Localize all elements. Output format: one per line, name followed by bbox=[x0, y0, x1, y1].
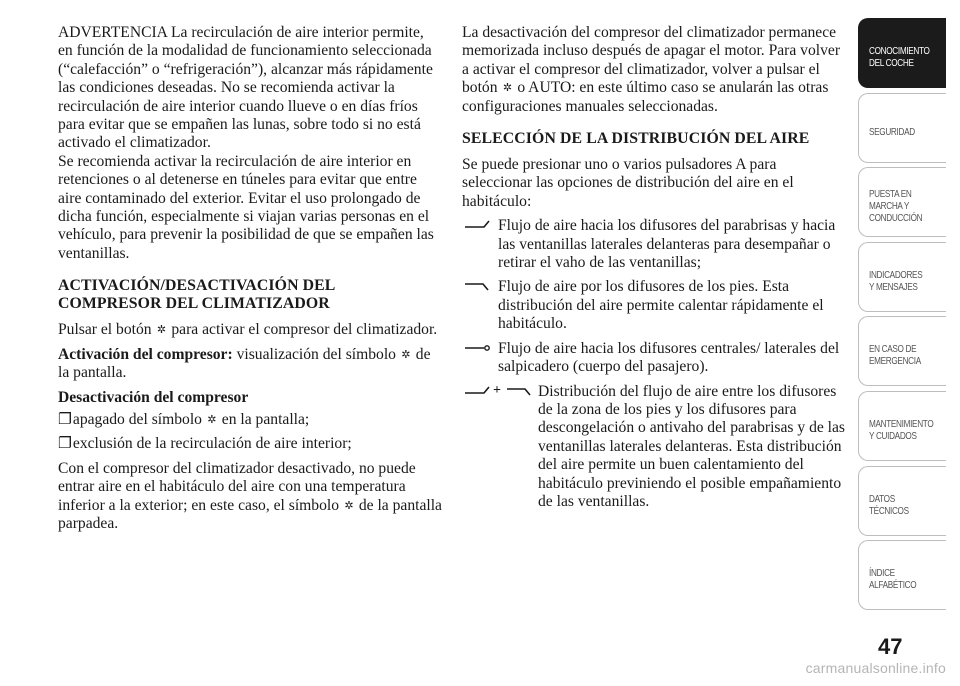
intro-paragraph: La desactivación del compresor del climatizador permanece memorizada incluso después de apagar el motor. Para volver a activar el compresor del climatizador, volver a pulsar el botón ✲ o AUTO: en este último caso se anularán las otras configuraciones manuales seleccionadas. bbox=[462, 24, 841, 115]
tab-indicadores[interactable]: INDICADORES Y MENSAJES bbox=[858, 242, 946, 312]
tab-emergencia[interactable]: EN CASO DE EMERGENCIA bbox=[858, 316, 946, 386]
snowflake-ac-icon: ✲ bbox=[207, 413, 217, 426]
press-button-paragraph: Pulsar el botón ✲ para activar el compresor del climatizador. bbox=[58, 321, 438, 339]
section-heading-distribution: SELECCIÓN DE LA DISTRIBUCIÓN DEL AIRE bbox=[462, 130, 810, 148]
warning-text-2: Se recomienda activar la recirculación de aire interior en retenciones o al detenerse en túneles para evitar que entre aire contaminado del exterior. Evitar el uso prolongado de dicha función, especialmente si viajan varias personas en el vehículo, para prevenir la posibilidad de que se empañen las ventanillas. bbox=[58, 152, 434, 262]
feet-flow-icon bbox=[506, 386, 532, 396]
flow-item-feet: Flujo de aire por los difusores de los pies. Esta distribución del aire permite calentar rápidamente el habitáculo. bbox=[462, 278, 846, 333]
snowflake-ac-icon: ✲ bbox=[156, 324, 167, 337]
page-number: 47 bbox=[878, 634, 903, 659]
tab-mantenimiento[interactable]: MANTENIMIENTO Y CUIDADOS bbox=[858, 391, 946, 461]
flow-item-windshield: Flujo de aire hacia los difusores del parabrisas y hacia las ventanillas laterales delanteras para desempañar o retirar el vaho de las ventanillas; bbox=[462, 217, 846, 272]
snowflake-ac-icon: ✲ bbox=[401, 348, 411, 361]
plus-icon: + bbox=[493, 382, 501, 398]
chapter-sidebar bbox=[858, 18, 946, 615]
windshield-flow-icon bbox=[464, 386, 490, 396]
tab-conocimiento[interactable]: CONOCIMIENTO DEL COCHE bbox=[858, 18, 946, 88]
feet-flow-icon bbox=[464, 281, 490, 291]
tab-seguridad[interactable]: SEGURIDAD bbox=[858, 93, 946, 163]
windshield-flow-icon bbox=[464, 220, 490, 230]
activation-paragraph: Activación del compresor: visualización del símbolo ✲ de la pantalla. bbox=[58, 345, 431, 382]
tab-puesta-en-marcha[interactable]: PUESTA EN MARCHA Y CONDUCCIÓN bbox=[858, 167, 946, 237]
distribution-lead: Se puede presionar uno o varios pulsadores A para seleccionar las opciones de distribución del aire en el habitáculo: bbox=[462, 156, 794, 210]
snowflake-ac-icon: ✲ bbox=[502, 82, 513, 95]
list-item: ❐ exclusión de la recirculación de aire interior; bbox=[58, 435, 352, 453]
flow-item-dashboard: Flujo de aire hacia los difusores centrales/ laterales del salpicadero (cuerpo del pasajero). bbox=[462, 340, 846, 377]
list-item: ❐ apagado del símbolo ✲ en la pantalla; bbox=[58, 410, 310, 428]
checkbox-bullet-icon: ❐ bbox=[58, 435, 72, 453]
final-paragraph: Con el compresor del climatizador desactivado, no puede entrar aire en el habitáculo del aire con una temperatura inferior a la exterior; en este caso, el símbolo ✲ de la pantalla parpadea. bbox=[58, 459, 442, 532]
deactivation-label: Desactivación del compresor bbox=[58, 388, 249, 406]
tab-indice[interactable]: ÍNDICE ALFABÉTICO bbox=[858, 540, 946, 610]
dashboard-flow-icon bbox=[464, 343, 490, 353]
checkbox-bullet-icon: ❐ bbox=[58, 410, 72, 428]
flow-item-combined: + Distribución del flujo de aire entre los difusores de la zona de los pies y los difusores para descongelación o antivaho del parabrisas y de las ventanillas laterales delanteras. Esta distribución del aire permite un buen calentamiento del habitáculo previniendo el posible empañamiento de las ventanillas. bbox=[462, 383, 846, 512]
snowflake-ac-icon: ✲ bbox=[344, 499, 354, 512]
section-heading-compressor: ACTIVACIÓN/DESACTIVACIÓN DEL COMPRESOR DEL CLIMATIZADOR bbox=[58, 277, 335, 313]
watermark: carmanualsonline.info bbox=[805, 660, 946, 676]
warning-text: ADVERTENCIA La recirculación de aire interior permite, en función de la modalidad de funcionamiento seleccionada (“calefacción” o “refrigeración”), alcanzar más rápidamente las condiciones deseadas. No se recomienda activar la recirculación de aire interior cuando llueve o en días fríos para evitar que se empañen las lunas, sobre todo si no está activado el climatizador. bbox=[58, 24, 433, 152]
left-column bbox=[58, 24, 442, 539]
right-column bbox=[462, 24, 846, 517]
tab-datos-tecnicos[interactable]: DATOS TÉCNICOS bbox=[858, 466, 946, 536]
